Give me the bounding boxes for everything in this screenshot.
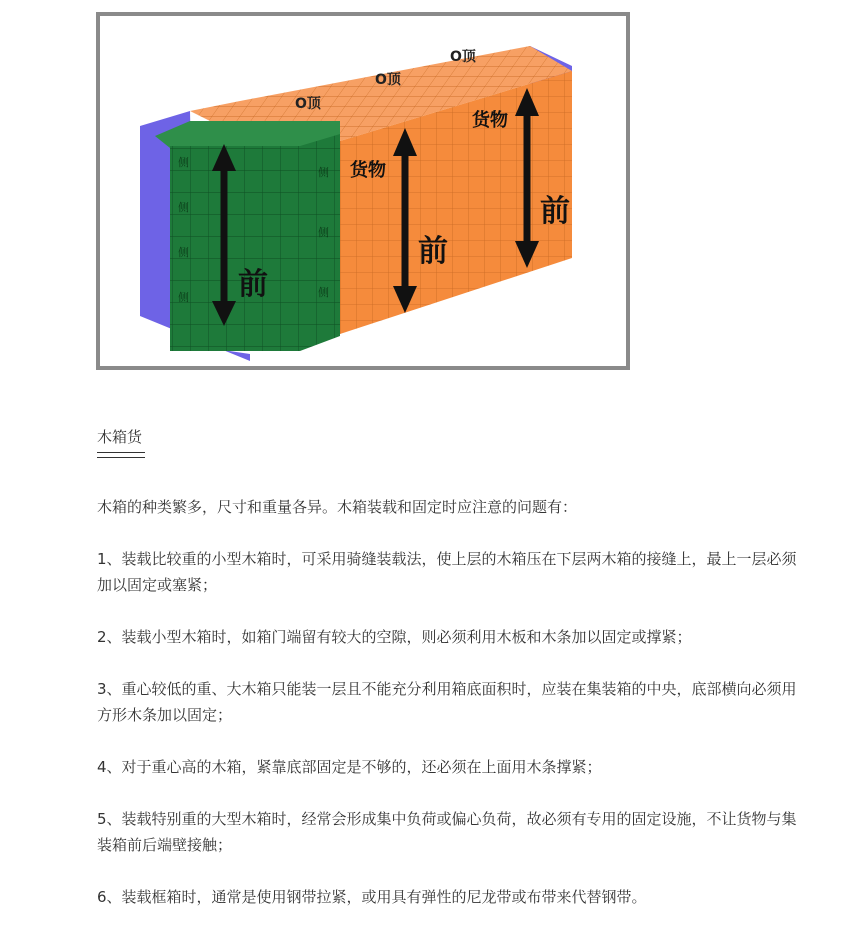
cargo-label: 货物 bbox=[472, 110, 508, 131]
top-mark: O顶 bbox=[450, 49, 476, 65]
green-cargo-front bbox=[170, 146, 300, 351]
top-mark: O顶 bbox=[375, 72, 401, 88]
front-label: 前 bbox=[418, 234, 448, 269]
guideline-item: 4、对于重心高的木箱，紧靠底部固定是不够的，还必须在上面用木条撑紧； bbox=[97, 758, 602, 776]
top-mark: O顶 bbox=[295, 96, 321, 112]
side-mark: 侧 bbox=[178, 291, 189, 304]
side-mark: 侧 bbox=[318, 226, 329, 239]
guideline-item: 6、装载框箱时，通常是使用钢带拉紧，或用具有弹性的尼龙带或布带来代替钢带。 bbox=[97, 888, 647, 906]
guideline-item: 2、装载小型木箱时，如箱门端留有较大的空隙，则必须利用木板和木条加以固定或撑紧； bbox=[97, 628, 692, 646]
side-mark: 侧 bbox=[178, 246, 189, 259]
side-mark: 侧 bbox=[318, 286, 329, 299]
intro-paragraph: 木箱的种类繁多，尺寸和重量各异。木箱装载和固定时应注意的问题有： bbox=[97, 498, 578, 516]
guideline-item: 3、重心较低的重、大木箱只能装一层且不能充分利用箱底面积时，应装在集装箱的中央，底部横向必须用方形木条加以固定； bbox=[97, 680, 797, 724]
guideline-item: 1、装载比较重的小型木箱时，可采用骑缝装载法，使上层的木箱压在下层两木箱的接缝上，最上一层必须加以固定或塞紧； bbox=[97, 550, 797, 594]
article-body bbox=[97, 494, 797, 936]
front-label: 前 bbox=[540, 194, 570, 229]
side-mark: 侧 bbox=[178, 201, 189, 214]
cargo-label: 货物 bbox=[350, 160, 386, 181]
side-mark: 侧 bbox=[178, 156, 189, 169]
front-label: 前 bbox=[238, 267, 268, 302]
guideline-item: 5、装载特别重的大型木箱时，经常会形成集中负荷或偏心负荷，故必须有专用的固定设施，不让货物与集装箱前后端壁接触； bbox=[97, 810, 797, 854]
heading-underline bbox=[97, 452, 145, 458]
section-heading: 木箱货 bbox=[97, 428, 143, 446]
cargo-loading-figure bbox=[96, 12, 630, 370]
container-illustration bbox=[100, 16, 626, 366]
side-mark: 侧 bbox=[318, 166, 329, 179]
